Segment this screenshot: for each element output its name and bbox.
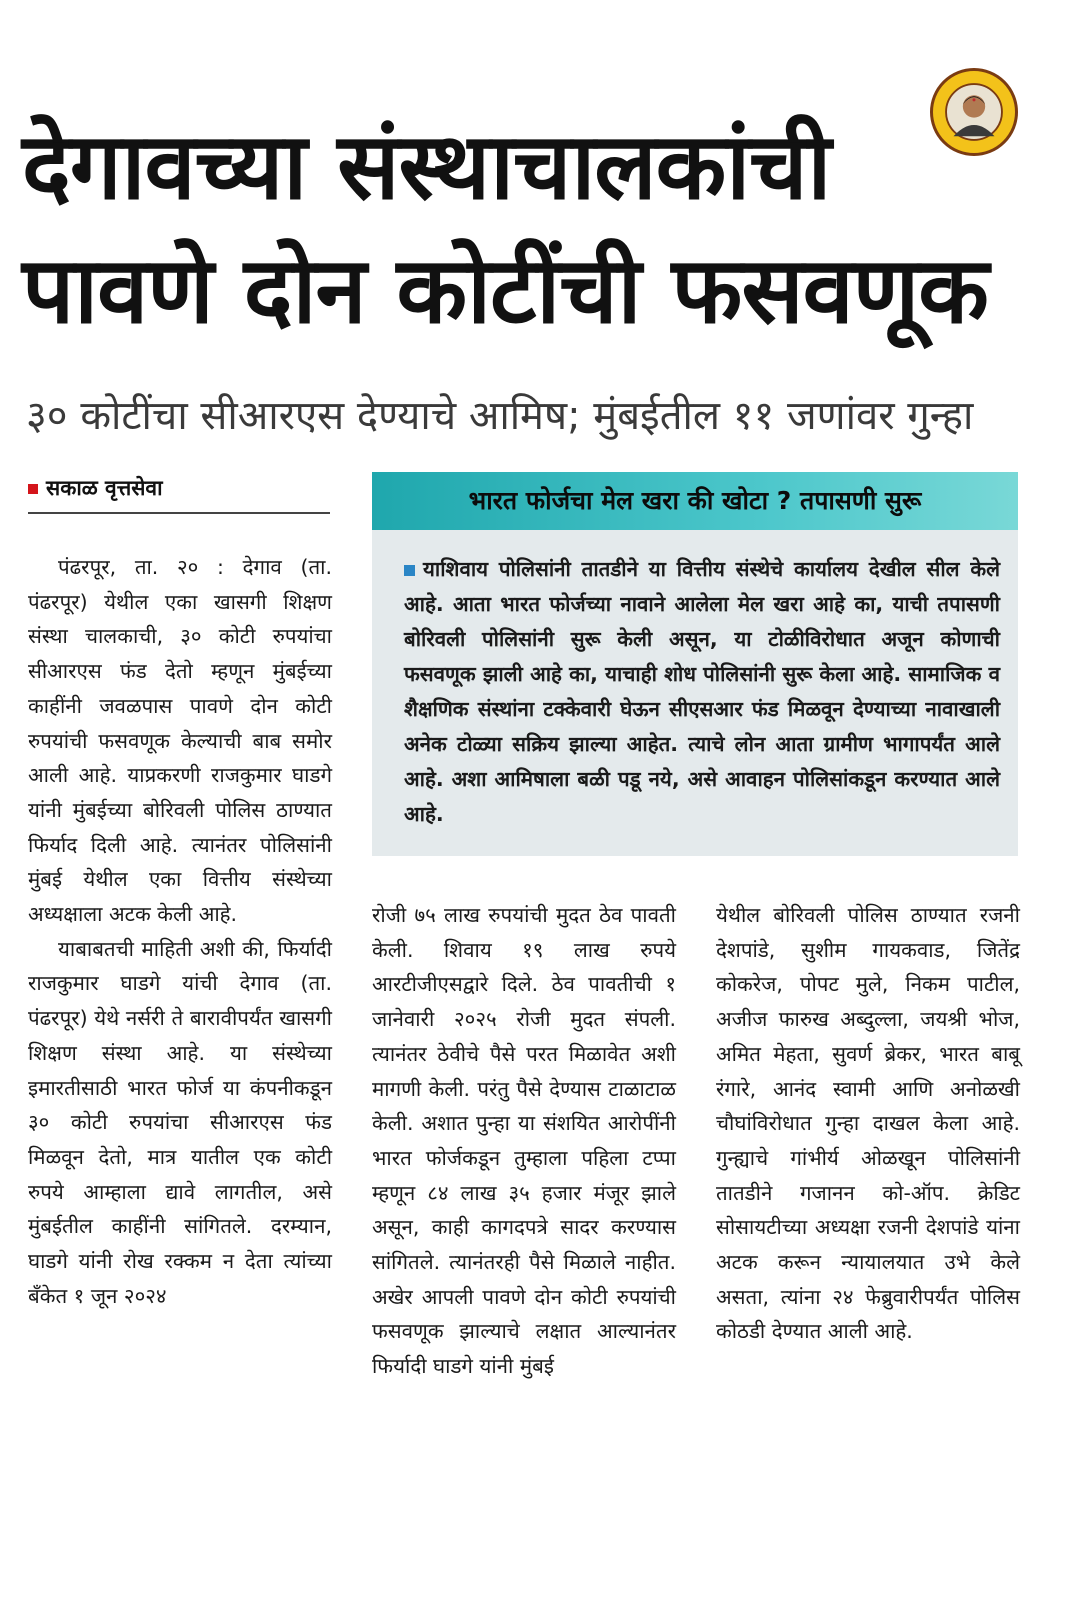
article-paragraph: रोजी ७५ लाख रुपयांची मुदत ठेव पावती केली. शिवाय १९ लाख रुपये आरटीजीएसद्वारे दिले. ठेव पावतीची १ जानेवारी २०२५ रोजी मुदत संपली. त्यानंतर ठेवीचे पैसे परत मिळावेत अशी मागणी केली. परंतु पैसे देण्यास टाळाटाळ केली. अशात पुन्हा या संशयित आरोपींनी भारत फोर्जकडून तुम्हाला पहिला टप्पा म्हणून ८४ लाख ३५ हजार मंजूर झाले असून, काही कागदपत्रे सादर करण्यास सांगितले. त्यानंतरही पैसे मिळाले नाहीत. अखेर आपली पावणे दोन कोटी रुपयांची फसवणूक झाल्याचे लक्षात आल्यानंतर फिर्यादी घाडगे यांनी मुंबई [372, 903, 676, 1379]
article-column-2 [372, 898, 676, 1384]
sidebar-body [404, 552, 1000, 832]
article-paragraph: पंढरपूर, ता. २० : देगाव (ता. पंढरपूर) येथील एका खासगी शिक्षण संस्था चालकाची, ३० कोटी रुपयांचा सीआरएस फंड देतो म्हणून मुंबईच्या काहींनी जवळपास पावणे दोन कोटी रुपयांची फसवणूक केल्याची बाब समोर आली आहे. याप्रकरणी राजकुमार घाडगे यांनी मुंबईच्या बोरिवली पोलिस ठाण्यात फिर्याद दिली आहे. त्यानंतर पोलिसांनी मुंबई येथील एका वित्तीय संस्थेच्या अध्यक्षाला अटक केली आहे. [28, 555, 332, 927]
article-paragraph: याबाबतची माहिती अशी की, फिर्यादी राजकुमार घाडगे यांची देगाव (ता. पंढरपूर) येथे नर्सरी ते बारावीपर्यंत खासगी शिक्षण संस्था आहे. या संस्थेच्या इमारतीसाठी भारत फोर्ज या कंपनीकडून ३० कोटी रुपयांचा सीआरएस फंड मिळवून देतो, मात्र यातील एक कोटी रुपये आम्हाला द्यावे लागतील, असे मुंबईतील काहींनी सांगितले. दरम्यान, घाडगे यांनी रोख रक्कम न देता त्यांच्या बँकेत १ जून २०२४ [28, 936, 332, 1308]
headline-line-1: देगावच्या संस्थाचालकांची [22, 113, 831, 220]
sidebar-box [372, 472, 1018, 856]
blue-square-bullet-icon [404, 565, 415, 576]
headline [22, 105, 1002, 353]
article-paragraph: येथील बोरिवली पोलिस ठाण्यात रजनी देशपांडे, सुशीम गायकवाड, जितेंद्र कोकरेज, पोपट मुले, निकम पाटील, अजीज फारुख अब्दुल्ला, जयश्री भोज, अमित मेहता, सुवर्ण ब्रेकर, भारत बाबू रंगारे, आनंद स्वामी आणि अनोळखी चौघांविरोधात गुन्हा दाखल केला आहे. गुन्ह्याचे गांभीर्य ओळखून पोलिसांनी तातडीने गजानन को-ऑप. क्रेडिट सोसायटीच्या अध्यक्षा रजनी देशपांडे यांना अटक करून न्यायालयात उभे केले असता, त्यांना २४ फेब्रुवारीपर्यंत पोलिस कोठडी देण्यात आली आहे. [716, 903, 1020, 1344]
byline [28, 474, 330, 514]
byline-text: सकाळ वृत्तसेवा [46, 476, 163, 500]
subheadline: ३० कोटींचा सीआरएस देण्याचे आमिष; मुंबईतील ११ जणांवर गुन्हा [26, 393, 974, 439]
sidebar-title: भारत फोर्जचा मेल खरा की खोटा ? तपासणी सुरू [372, 472, 1018, 530]
headline-line-2: पावणे दोन कोटींची फसवणूक [22, 237, 988, 344]
sidebar-text: याशिवाय पोलिसांनी तातडीने या वित्तीय संस्थेचे कार्यालय देखील सील केले आहे. आता भारत फोर्जच्या नावाने आलेला मेल खरा आहे का, याची तपासणी बोरिवली पोलिसांनी सुरू केली असून, या टोळीविरोधात अजून कोणाची फसवणूक झाली आहे का, याचाही शोध पोलिसांनी सुरू केला आहे. सामाजिक व शैक्षणिक संस्थांना टक्केवारी घेऊन सीएसआर फंड मिळवून देण्याच्या नावाखाली अनेक टोळ्या सक्रिय झाल्या आहेत. त्याचे लोन आता ग्रामीण भागापर्यंत आले आहे. अशा आमिषाला बळी पडू नये, असे आवाहन पोलिसांकडून करण्यात आले आहे. [404, 557, 1000, 826]
article-column-3 [716, 898, 1020, 1349]
article-column-1 [28, 550, 332, 1313]
red-square-bullet-icon [28, 484, 38, 494]
